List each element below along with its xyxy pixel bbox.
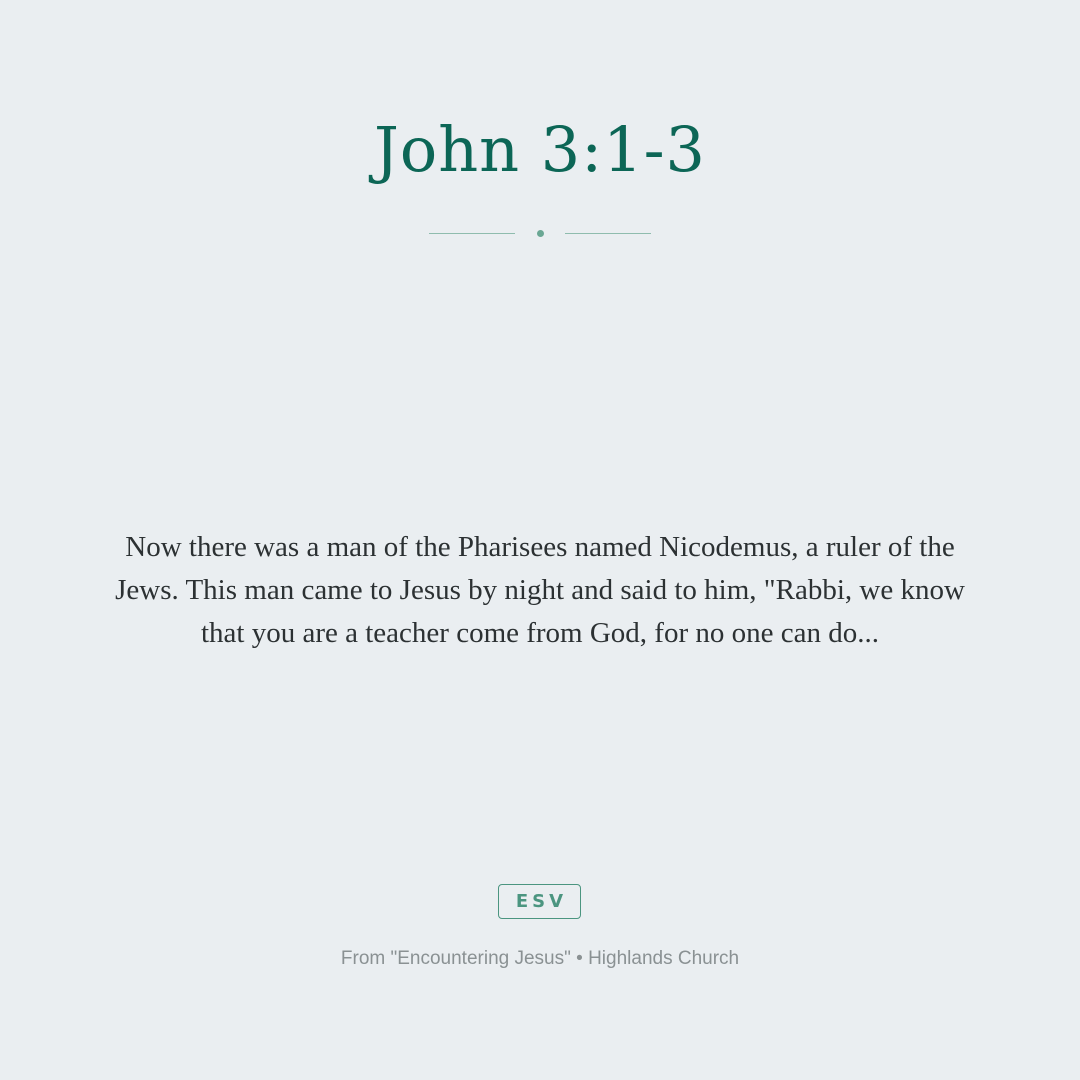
divider-line-left xyxy=(429,233,515,234)
ornament-divider xyxy=(429,226,651,240)
divider-line-right xyxy=(565,233,651,234)
verse-text: Now there was a man of the Pharisees named Nicodemus, a ruler of the Jews. This man came to Jesus by night and said to him, "Rabbi, we know that you are a teacher come from God, for no one can do... xyxy=(115,531,965,649)
translation-badge: ESV xyxy=(498,884,581,919)
verse-reference: John 3:1-3 xyxy=(374,113,706,186)
divider-dot xyxy=(537,230,544,237)
source-footer: From "Encountering Jesus" • Highlands Church xyxy=(340,948,740,969)
